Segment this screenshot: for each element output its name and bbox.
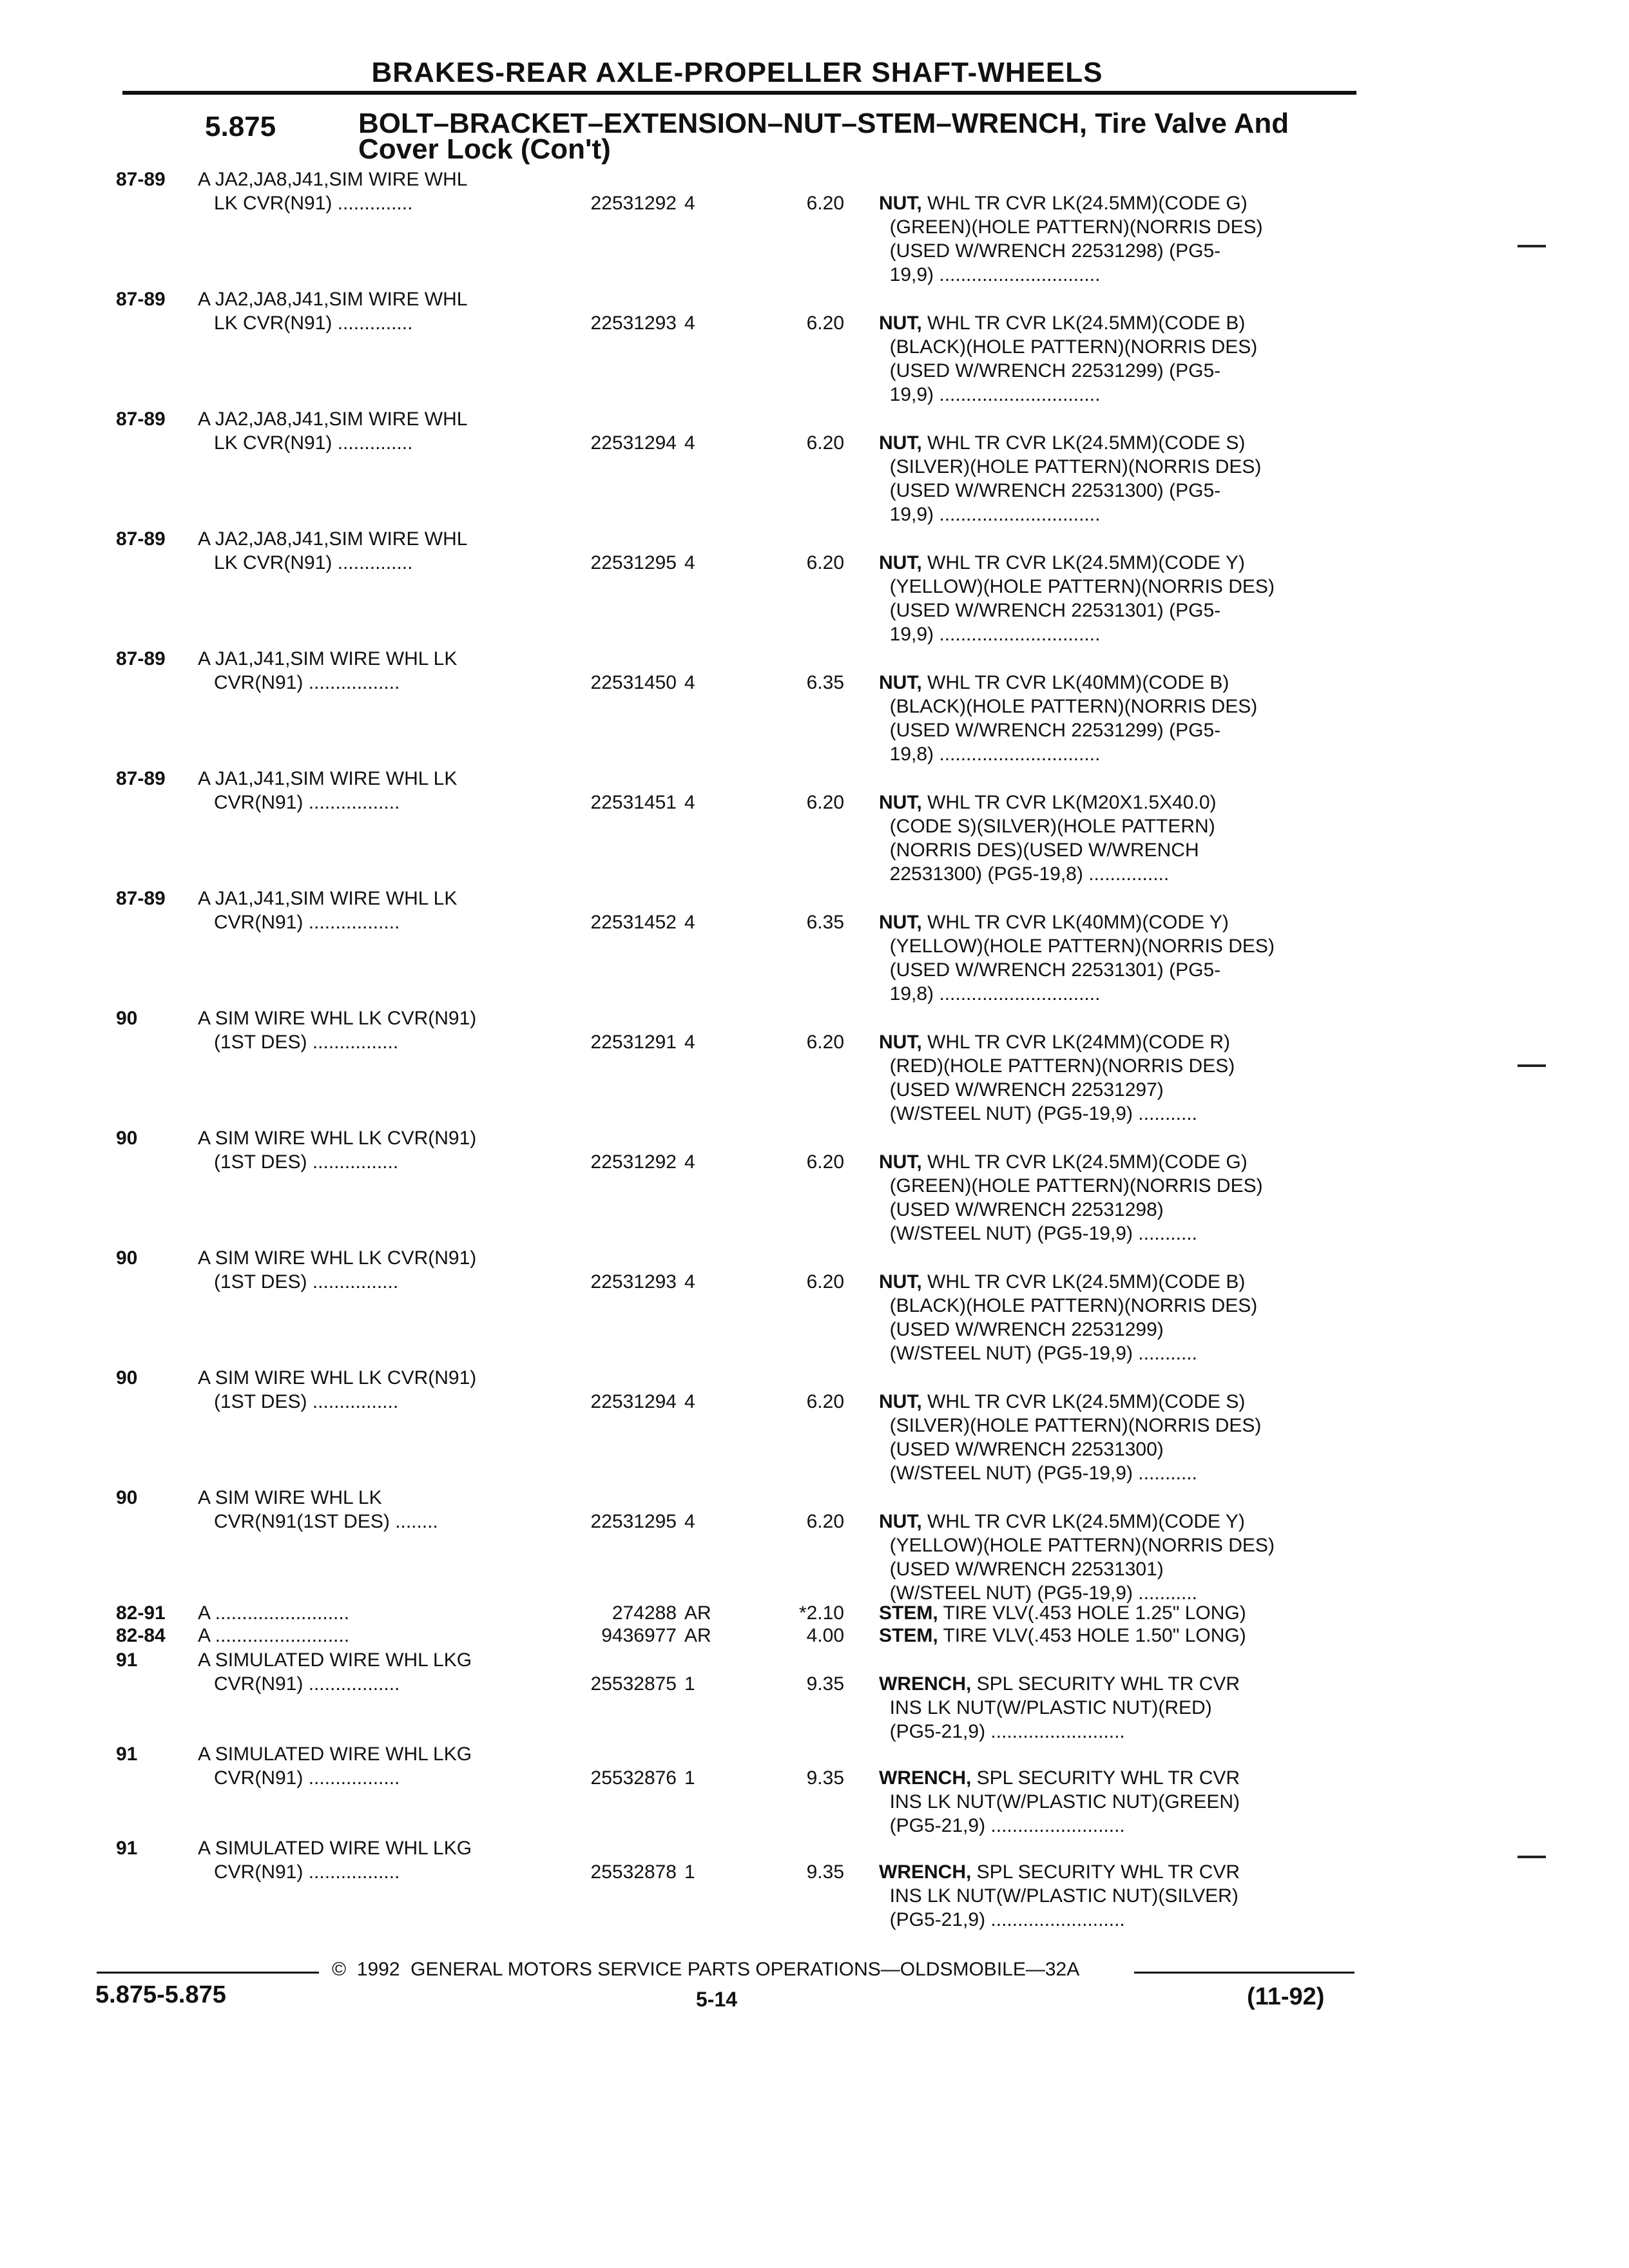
entry-part-keyword: NUT,: [879, 193, 922, 214]
entry-part-name-line: NUT, WHL TR CVR LK(24.5MM)(CODE G): [879, 193, 1248, 214]
entry-part-name-line: NUT, WHL TR CVR LK(24.5MM)(CODE S): [879, 432, 1246, 454]
entry-part-keyword: NUT,: [879, 1391, 922, 1412]
entry-year-range: 90: [116, 1367, 138, 1389]
entry-part-name-line: (YELLOW)(HOLE PATTERN)(NORRIS DES): [879, 936, 1275, 957]
entry-part-keyword: NUT,: [879, 432, 922, 454]
entry-part-name-line: NUT, WHL TR CVR LK(M20X1.5X40.0): [879, 792, 1217, 813]
entry-part-name-line: 19,9) ..............................: [879, 264, 1101, 285]
entry-part-name-line: INS LK NUT(W/PLASTIC NUT)(SILVER): [879, 1885, 1239, 1907]
entry-year-range: 87-89: [116, 768, 166, 789]
entry-price: 6.20: [806, 1511, 844, 1532]
entry-description-line: A .........................: [198, 1602, 350, 1624]
entry-description-line: (1ST DES) ................: [198, 1032, 399, 1053]
entry-part-name-line: 19,9) ..............................: [879, 624, 1101, 645]
entry-part-keyword: WRENCH,: [879, 1673, 972, 1695]
entry-quantity: 4: [684, 672, 695, 693]
entry-quantity: AR: [684, 1602, 711, 1624]
entry-description-line: CVR(N91) .................: [198, 1861, 400, 1883]
entry-quantity: 4: [684, 432, 695, 454]
entry-quantity: 4: [684, 1511, 695, 1532]
entry-year-range: 87-89: [116, 169, 166, 190]
entry-part-keyword: NUT,: [879, 672, 922, 693]
entry-price: 9.35: [806, 1673, 844, 1695]
entry-part-name-line: (GREEN)(HOLE PATTERN)(NORRIS DES): [879, 216, 1263, 238]
section-title-line-2: Cover Lock (Con't): [358, 133, 611, 165]
entry-description-line: A JA2,JA8,J41,SIM WIRE WHL: [198, 408, 468, 430]
entry-part-name-line: (YELLOW)(HOLE PATTERN)(NORRIS DES): [879, 1535, 1275, 1556]
entry-part-number: 25532875: [590, 1673, 677, 1695]
page-header-title: BRAKES-REAR AXLE-PROPELLER SHAFT-WHEELS: [371, 57, 1103, 88]
entry-part-number: 22531451: [590, 792, 677, 813]
entry-description-line: A SIMULATED WIRE WHL LKG: [198, 1838, 472, 1859]
entry-part-number: 274288: [612, 1602, 677, 1624]
entry-description-line: A SIM WIRE WHL LK CVR(N91): [198, 1367, 477, 1389]
entry-part-name-line: (SILVER)(HOLE PATTERN)(NORRIS DES): [879, 1415, 1262, 1436]
entry-description-line: A JA1,J41,SIM WIRE WHL LK: [198, 648, 458, 669]
entry-quantity: 4: [684, 1151, 695, 1173]
entry-description-line: CVR(N91) .................: [198, 792, 400, 813]
entry-year-range: 87-89: [116, 528, 166, 550]
entry-description-line: A JA2,JA8,J41,SIM WIRE WHL: [198, 289, 468, 310]
entry-description-line: A SIM WIRE WHL LK CVR(N91): [198, 1247, 477, 1269]
entry-part-number: 22531291: [590, 1032, 677, 1053]
entry-year-range: 82-91: [116, 1602, 166, 1624]
entry-price: 6.20: [806, 1391, 844, 1412]
footer-section-range: 5.875-5.875: [95, 1981, 226, 2008]
entry-description-line: CVR(N91) .................: [198, 1673, 400, 1695]
entry-part-name-line: WRENCH, SPL SECURITY WHL TR CVR: [879, 1673, 1240, 1695]
entry-part-name-line: (BLACK)(HOLE PATTERN)(NORRIS DES): [879, 1295, 1258, 1316]
entry-part-name-line: NUT, WHL TR CVR LK(40MM)(CODE Y): [879, 912, 1229, 933]
entry-quantity: 4: [684, 552, 695, 573]
entry-year-range: 90: [116, 1008, 138, 1029]
entry-year-range: 90: [116, 1128, 138, 1149]
entry-part-name-line: NUT, WHL TR CVR LK(24.5MM)(CODE Y): [879, 1511, 1245, 1532]
entry-description-line: A SIMULATED WIRE WHL LKG: [198, 1744, 472, 1765]
entry-description-line: A SIM WIRE WHL LK: [198, 1487, 382, 1508]
entry-part-keyword: NUT,: [879, 1151, 922, 1173]
section-title: [358, 108, 1338, 165]
entry-part-name-line: (YELLOW)(HOLE PATTERN)(NORRIS DES): [879, 576, 1275, 597]
entry-quantity: 4: [684, 312, 695, 334]
entry-part-name-line: (USED W/WRENCH 22531300) (PG5-: [879, 480, 1221, 501]
entry-price: 6.35: [806, 672, 844, 693]
entry-part-number: 22531292: [590, 193, 677, 214]
entry-part-name-line: 19,8) ..............................: [879, 744, 1101, 765]
entry-price: 9.35: [806, 1861, 844, 1883]
entry-part-number: 22531452: [590, 912, 677, 933]
entry-part-keyword: WRENCH,: [879, 1861, 972, 1883]
entry-part-keyword: NUT,: [879, 1271, 922, 1293]
entry-year-range: 87-89: [116, 289, 166, 310]
entry-quantity: 4: [684, 193, 695, 214]
entry-price: 6.20: [806, 432, 844, 454]
entry-quantity: 4: [684, 792, 695, 813]
entry-part-name-line: INS LK NUT(W/PLASTIC NUT)(GREEN): [879, 1791, 1240, 1812]
entry-price: 6.20: [806, 552, 844, 573]
margin-mark: [1518, 1064, 1546, 1067]
entry-part-name-line: NUT, WHL TR CVR LK(24MM)(CODE R): [879, 1032, 1231, 1053]
entry-year-range: 91: [116, 1649, 138, 1671]
entry-part-name-line: (USED W/WRENCH 22531301) (PG5-: [879, 959, 1221, 981]
margin-mark: [1518, 245, 1546, 247]
entry-year-range: 90: [116, 1487, 138, 1508]
entry-part-name-line: (W/STEEL NUT) (PG5-19,9) ...........: [879, 1343, 1197, 1364]
entry-part-name-line: (GREEN)(HOLE PATTERN)(NORRIS DES): [879, 1175, 1263, 1196]
entry-price: *2.10: [798, 1602, 844, 1624]
entry-description-line: (1ST DES) ................: [198, 1151, 399, 1173]
entry-year-range: 87-89: [116, 408, 166, 430]
entry-description-line: CVR(N91) .................: [198, 1767, 400, 1789]
entry-description-line: (1ST DES) ................: [198, 1271, 399, 1293]
entry-description-line: CVR(N91) .................: [198, 912, 400, 933]
entry-part-name-line: (USED W/WRENCH 22531299) (PG5-: [879, 720, 1221, 741]
entry-year-range: 82-84: [116, 1625, 166, 1646]
entry-quantity: 1: [684, 1861, 695, 1883]
entry-part-number: 22531293: [590, 1271, 677, 1293]
entry-part-name-line: (PG5-21,9) .........................: [879, 1815, 1125, 1836]
entry-quantity: 4: [684, 1032, 695, 1053]
entry-part-number: 22531295: [590, 552, 677, 573]
entry-quantity: 4: [684, 1391, 695, 1412]
entry-part-name-line: NUT, WHL TR CVR LK(40MM)(CODE B): [879, 672, 1229, 693]
entry-price: 6.20: [806, 1151, 844, 1173]
footer-rule-left: [97, 1972, 319, 1974]
entry-price: 9.35: [806, 1767, 844, 1789]
entry-year-range: 91: [116, 1838, 138, 1859]
entry-description-line: LK CVR(N91) ..............: [198, 552, 413, 573]
entry-description-line: A SIM WIRE WHL LK CVR(N91): [198, 1128, 477, 1149]
entry-part-keyword: STEM,: [879, 1625, 938, 1646]
entry-description-line: CVR(N91(1ST DES) ........: [198, 1511, 438, 1532]
entry-price: 6.20: [806, 312, 844, 334]
entry-part-number: 25532876: [590, 1767, 677, 1789]
entry-part-name-line: NUT, WHL TR CVR LK(24.5MM)(CODE G): [879, 1151, 1248, 1173]
entry-part-name-line: (SILVER)(HOLE PATTERN)(NORRIS DES): [879, 456, 1262, 477]
entry-part-name-line: STEM, TIRE VLV(.453 HOLE 1.25" LONG): [879, 1602, 1246, 1624]
entry-year-range: 90: [116, 1247, 138, 1269]
entry-part-keyword: NUT,: [879, 1511, 922, 1532]
entry-year-range: 87-89: [116, 888, 166, 909]
entry-price: 6.20: [806, 1032, 844, 1053]
entry-description-line: A .........................: [198, 1625, 350, 1646]
footer-page-number: 5-14: [696, 1988, 738, 2011]
entry-part-name-line: (W/STEEL NUT) (PG5-19,9) ...........: [879, 1223, 1197, 1244]
entry-quantity: 1: [684, 1767, 695, 1789]
entry-part-name-line: 19,9) ..............................: [879, 504, 1101, 525]
entry-part-number: 22531294: [590, 432, 677, 454]
entry-price: 6.20: [806, 792, 844, 813]
entry-quantity: 1: [684, 1673, 695, 1695]
entry-description-line: LK CVR(N91) ..............: [198, 193, 413, 214]
entry-part-name-line: (USED W/WRENCH 22531299): [879, 1319, 1164, 1340]
entry-price: 6.35: [806, 912, 844, 933]
entry-part-name-line: (USED W/WRENCH 22531301): [879, 1559, 1164, 1580]
entry-part-name-line: 22531300) (PG5-19,8) ...............: [879, 863, 1170, 885]
entry-part-name-line: WRENCH, SPL SECURITY WHL TR CVR: [879, 1861, 1240, 1883]
entry-part-name-line: NUT, WHL TR CVR LK(24.5MM)(CODE S): [879, 1391, 1246, 1412]
entry-part-keyword: NUT,: [879, 912, 922, 933]
entry-part-name-line: NUT, WHL TR CVR LK(24.5MM)(CODE B): [879, 312, 1246, 334]
entry-quantity: 4: [684, 912, 695, 933]
entry-price: 6.20: [806, 1271, 844, 1293]
entry-part-name-line: (CODE S)(SILVER)(HOLE PATTERN): [879, 816, 1215, 837]
entry-price: 6.20: [806, 193, 844, 214]
entry-part-name-line: (PG5-21,9) .........................: [879, 1909, 1125, 1930]
entry-part-keyword: NUT,: [879, 552, 922, 573]
entry-part-name-line: 19,8) ..............................: [879, 983, 1101, 1004]
entry-part-name-line: (W/STEEL NUT) (PG5-19,9) ...........: [879, 1582, 1197, 1604]
entry-part-number: 22531450: [590, 672, 677, 693]
entry-description-line: A JA2,JA8,J41,SIM WIRE WHL: [198, 169, 468, 190]
entry-part-name-line: 19,9) ..............................: [879, 384, 1101, 405]
entry-part-number: 22531292: [590, 1151, 677, 1173]
section-title-line-1: BOLT–BRACKET–EXTENSION–NUT–STEM–WRENCH, Tire Valve And: [358, 108, 1289, 139]
entry-part-name-line: (W/STEEL NUT) (PG5-19,9) ...........: [879, 1103, 1197, 1124]
entry-part-name-line: (W/STEEL NUT) (PG5-19,9) ...........: [879, 1463, 1197, 1484]
entry-part-name-line: (RED)(HOLE PATTERN)(NORRIS DES): [879, 1055, 1235, 1077]
entry-part-keyword: NUT,: [879, 312, 922, 334]
entry-part-name-line: (USED W/WRENCH 22531299) (PG5-: [879, 360, 1221, 381]
entry-part-name-line: (BLACK)(HOLE PATTERN)(NORRIS DES): [879, 336, 1258, 358]
entry-part-name-line: NUT, WHL TR CVR LK(24.5MM)(CODE B): [879, 1271, 1246, 1293]
entry-part-number: 22531293: [590, 312, 677, 334]
entry-part-name-line: WRENCH, SPL SECURITY WHL TR CVR: [879, 1767, 1240, 1789]
entry-part-name-line: (USED W/WRENCH 22531300): [879, 1439, 1164, 1460]
entry-description-line: LK CVR(N91) ..............: [198, 312, 413, 334]
entry-description-line: A JA1,J41,SIM WIRE WHL LK: [198, 888, 458, 909]
entry-part-name-line: (USED W/WRENCH 22531298) (PG5-: [879, 240, 1221, 262]
entry-part-name-line: (USED W/WRENCH 22531301) (PG5-: [879, 600, 1221, 621]
entry-description-line: A JA2,JA8,J41,SIM WIRE WHL: [198, 528, 468, 550]
entry-description-line: A SIMULATED WIRE WHL LKG: [198, 1649, 472, 1671]
footer-rule-right: [1134, 1972, 1354, 1974]
entry-part-keyword: STEM,: [879, 1602, 938, 1624]
entry-part-keyword: NUT,: [879, 1032, 922, 1053]
entry-year-range: 87-89: [116, 648, 166, 669]
entry-description-line: A JA1,J41,SIM WIRE WHL LK: [198, 768, 458, 789]
entry-description-line: (1ST DES) ................: [198, 1391, 399, 1412]
entry-description-line: LK CVR(N91) ..............: [198, 432, 413, 454]
footer-copyright: © 1992 GENERAL MOTORS SERVICE PARTS OPERATIONS—OLDSMOBILE—32A: [332, 1959, 1080, 1980]
entry-part-name-line: NUT, WHL TR CVR LK(24.5MM)(CODE Y): [879, 552, 1245, 573]
entry-part-name-line: (PG5-21,9) .........................: [879, 1721, 1125, 1742]
entry-quantity: AR: [684, 1625, 711, 1646]
entry-part-name-line: INS LK NUT(W/PLASTIC NUT)(RED): [879, 1697, 1212, 1718]
entry-part-keyword: NUT,: [879, 792, 922, 813]
entry-part-number: 25532878: [590, 1861, 677, 1883]
entry-part-name-line: (USED W/WRENCH 22531297): [879, 1079, 1164, 1100]
entry-part-number: 9436977: [601, 1625, 677, 1646]
entry-part-name-line: (USED W/WRENCH 22531298): [879, 1199, 1164, 1220]
section-number: 5.875: [205, 111, 276, 142]
entry-description-line: CVR(N91) .................: [198, 672, 400, 693]
entry-year-range: 91: [116, 1744, 138, 1765]
entry-part-name-line: STEM, TIRE VLV(.453 HOLE 1.50" LONG): [879, 1625, 1246, 1646]
entry-part-name-line: (BLACK)(HOLE PATTERN)(NORRIS DES): [879, 696, 1258, 717]
header-rule: [122, 91, 1356, 95]
entry-price: 4.00: [806, 1625, 844, 1646]
margin-mark: [1518, 1856, 1546, 1858]
entry-quantity: 4: [684, 1271, 695, 1293]
entry-part-number: 22531295: [590, 1511, 677, 1532]
entry-part-number: 22531294: [590, 1391, 677, 1412]
entry-part-keyword: WRENCH,: [879, 1767, 972, 1789]
footer-date: (11-92): [1247, 1983, 1325, 2010]
entry-part-name-line: (NORRIS DES)(USED W/WRENCH: [879, 840, 1199, 861]
entry-description-line: A SIM WIRE WHL LK CVR(N91): [198, 1008, 477, 1029]
